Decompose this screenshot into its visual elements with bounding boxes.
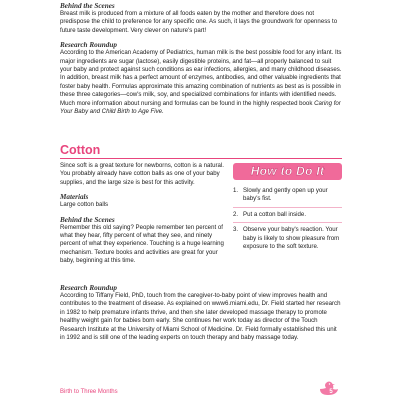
section-title: Cotton (60, 143, 101, 157)
step-text: Slowly and gently open up your baby's fist. (243, 187, 328, 203)
rubber-duck-icon (318, 380, 340, 396)
top-content (60, 2, 342, 116)
cotton-intro: Since soft is a great texture for newborns, cotton is a natural. You probably already have cotton balls as one of your baby supplies, and the large size is best for this activity. (60, 162, 224, 186)
research-roundup-text (60, 49, 342, 116)
behind-the-scenes-label: Behind the Scenes (60, 2, 115, 10)
cotton-behind-the-scenes-label: Behind the Scenes (60, 215, 115, 224)
cotton-left-column (60, 162, 226, 266)
section-divider (60, 158, 342, 159)
step-text: Observe your baby's reaction. Your baby is likely to show pleasure from exposure to the soft texture. (243, 226, 340, 251)
page-number: 5 (329, 389, 333, 395)
research-roundup-body: According to the American Academy of Pediatrics, human milk is the best possible food for any infant. Its major ingredients are sugar (lactose), easily digestible proteins, and fat—all properly balanced to suit your baby and protect against such conditions as ear infections, allergies, and many childhood diseases. In addition, breast milk has a perfect amount of enzymes, antibodies, and other valuable ingredients that foster baby health. Formulas approximate this amazing combination of nutrients as best as is possible in these three categories—cow's milk, soy, and specialized combinations for infants with identified needs. Much more information about nursing and formulas can be found in the highly respected book (60, 49, 342, 107)
how-to-do-it-box (233, 163, 342, 254)
cotton-research-block (60, 284, 342, 342)
steps-list (233, 184, 342, 254)
materials-text: Large cotton balls (60, 201, 109, 209)
materials-label: Materials (60, 193, 89, 202)
cotton-behind-the-scenes-text: Remember this old saying? People remember ten percent of what they hear, fifty percent of what they see, and ninety percent of what they experience. Touching is a huge learning mechanism. Texture books and activities are great for your baby, beginning at this time. (60, 223, 224, 265)
step-text: Put a cotton ball inside. (243, 210, 307, 218)
cotton-research-roundup-text: According to Tiffany Field, PhD, touch from the caregiver-to-baby point of view improves health and contributes to the treatment of disease. As explained on www6.miami.edu, Dr. Field started her research in 1982 to help premature infants thrive, and then she later developed massage therapy to promote healthy weight gain for babies born early. She continues her work today as director of the Touch Research Institute at the University of Miami School of Medicine. Dr. Field formally established this unit in 1992 and is still one of the leading experts on touch therapy and baby massage today. (60, 292, 341, 342)
step-number: 1. (233, 187, 239, 194)
cotton-research-roundup-label: Research Roundup (60, 284, 117, 292)
behind-the-scenes-text: Breast milk is produced from a mixture of all foods eaten by the mother and therefore does not predispose the child to preference for any specific one. As such, it lays the groundwork for openness to future taste development. Very clever on nature's part! (60, 10, 338, 34)
step-item (233, 208, 342, 223)
step-item (233, 184, 342, 208)
footer-chapter-title: Birth to Three Months (60, 389, 118, 395)
how-to-do-it-title: How to Do It (233, 163, 342, 180)
book-title: Caring for Your Baby and Child Birth to Age Five. (60, 99, 341, 116)
step-number: 3. (233, 226, 239, 234)
research-roundup-label: Research Roundup (60, 41, 117, 50)
step-item (233, 223, 342, 254)
step-number: 2. (233, 210, 239, 218)
